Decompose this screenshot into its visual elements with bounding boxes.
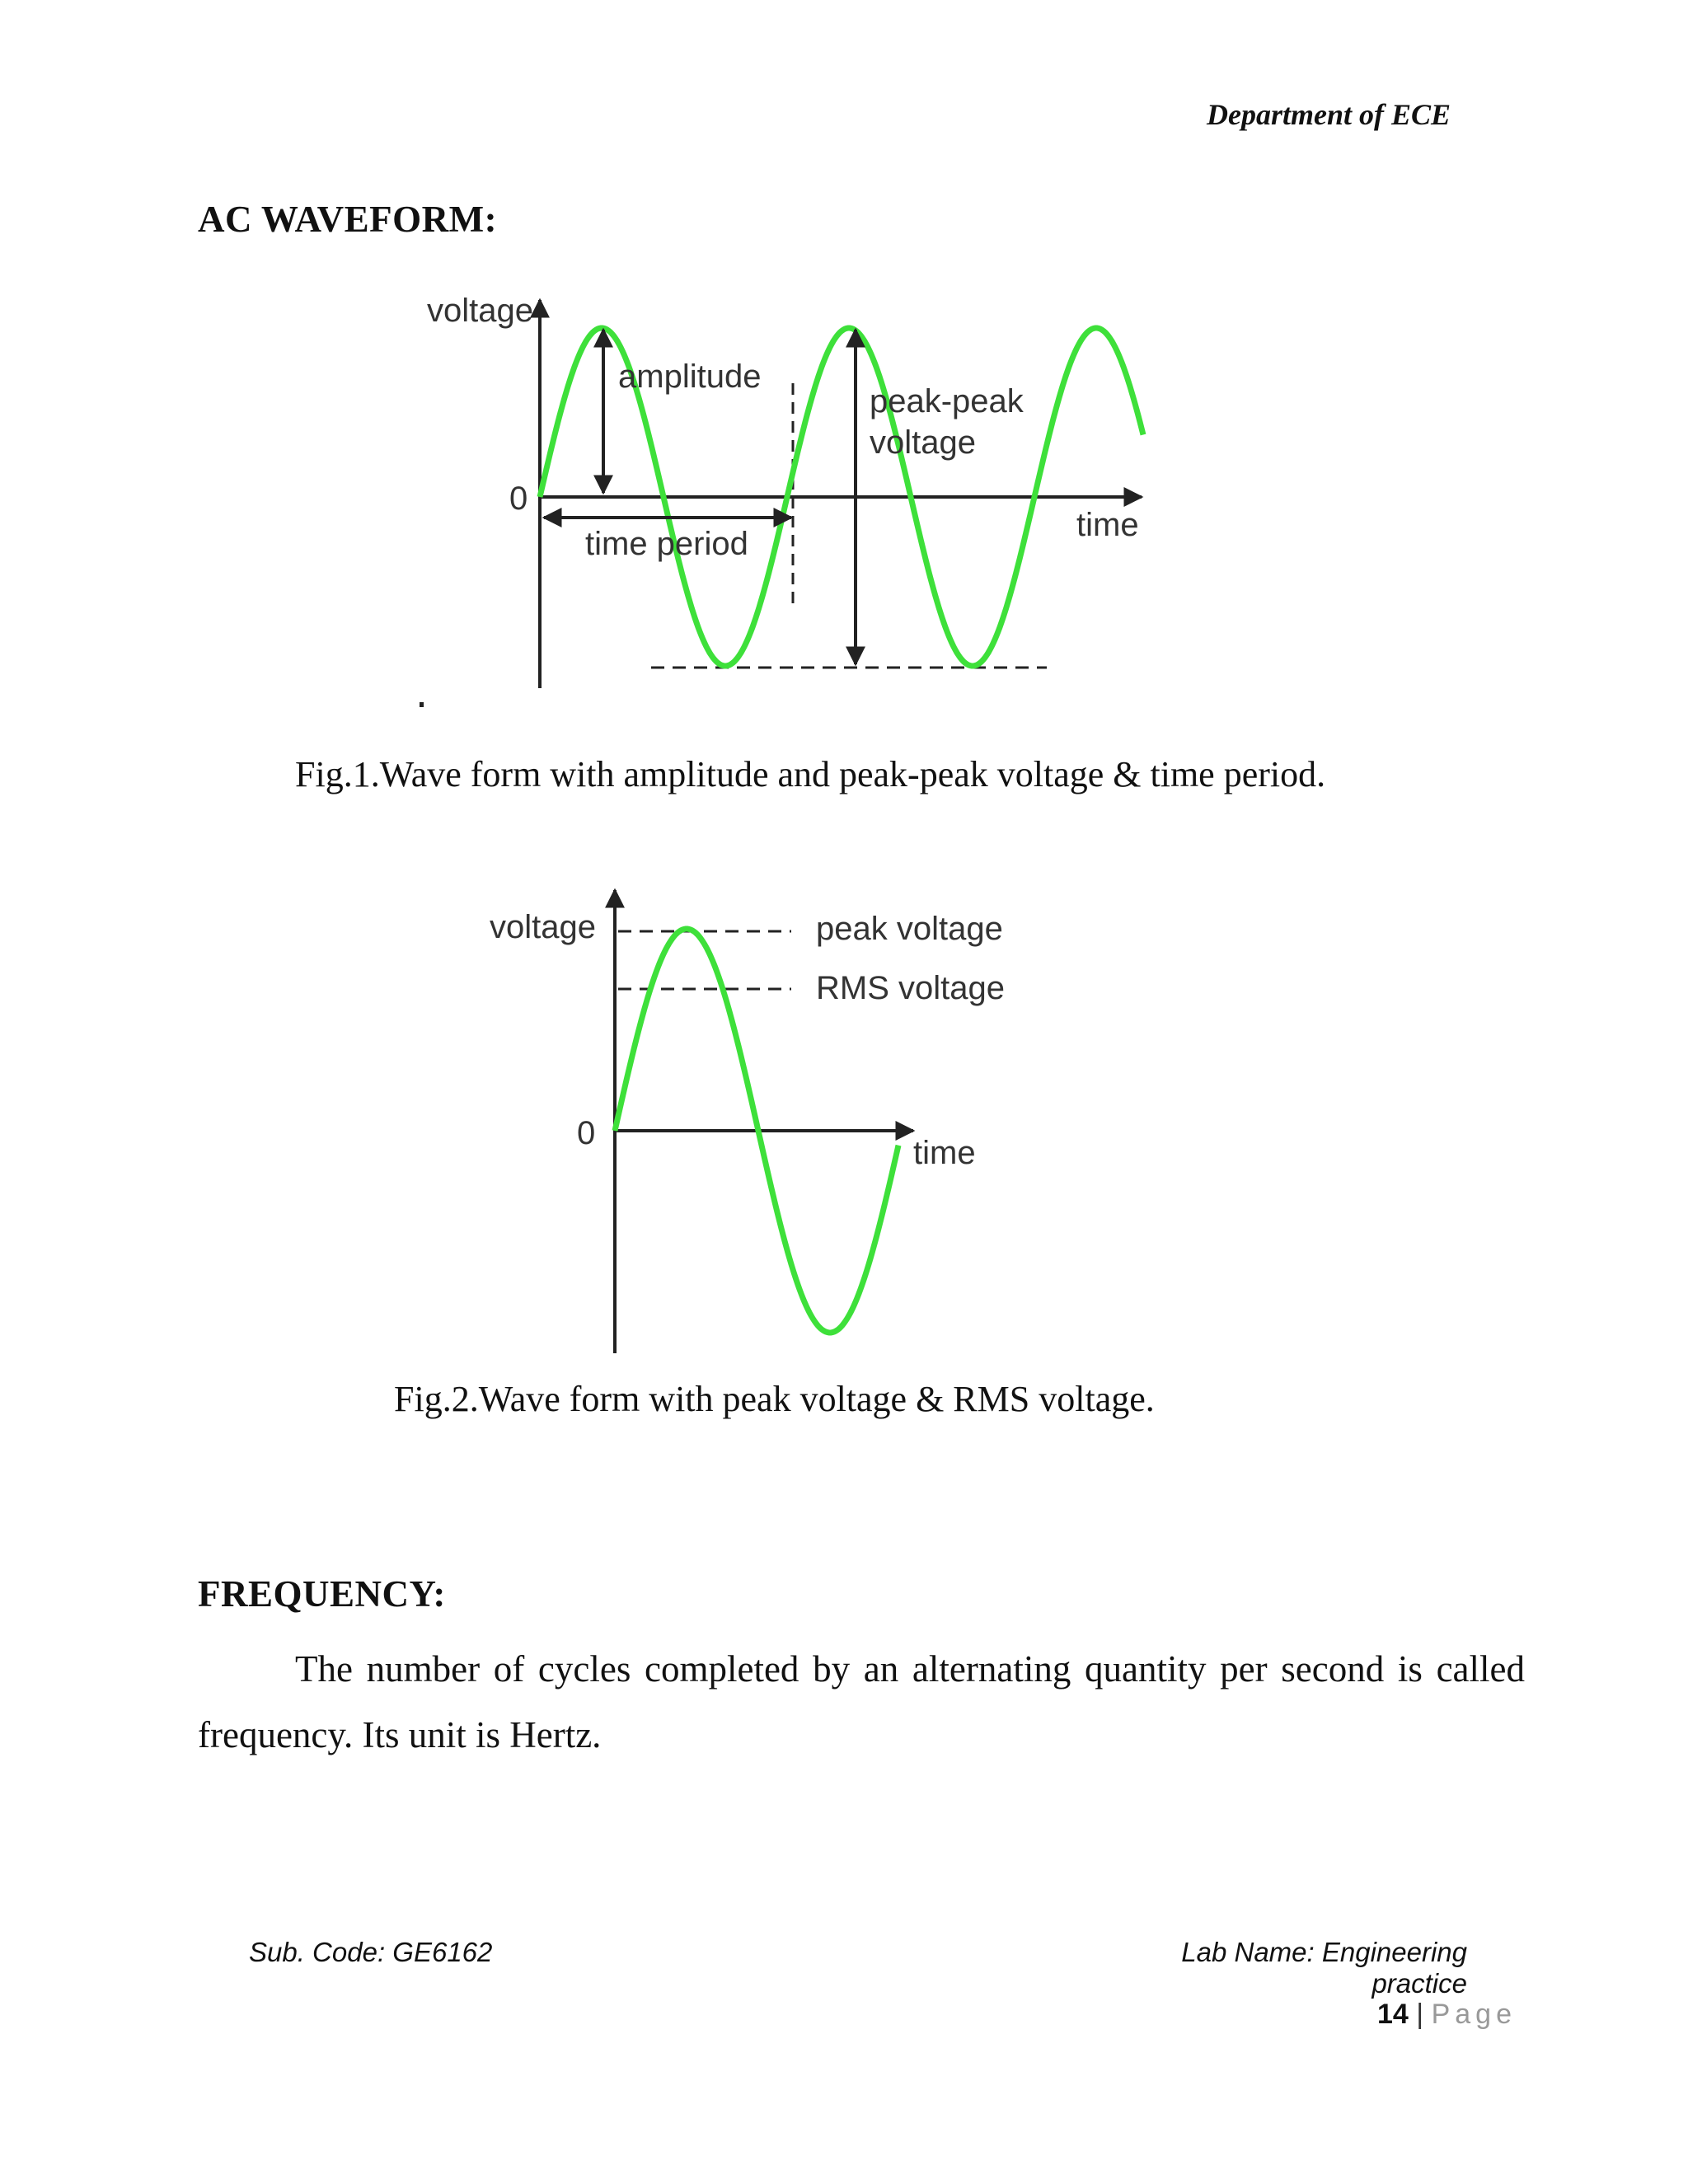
footer-sub-code: Sub. Code: GE6162 (249, 1937, 493, 1967)
fig2-rms-voltage-label: RMS voltage (816, 970, 1005, 1006)
figure-2-waveform (462, 874, 1088, 1368)
frequency-paragraph: The number of cycles completed by an alternating quantity per second is called frequency. Its unit is Hertz. (198, 1648, 1525, 1755)
frequency-heading: FREQUENCY: (198, 1573, 446, 1615)
fig1-x-axis-label: time (1076, 507, 1139, 543)
ac-waveform-heading: AC WAVEFORM: (198, 199, 498, 240)
fig2-zero-label: 0 (577, 1115, 596, 1151)
page-number-value: 14 (1377, 1999, 1409, 2030)
fig1-peak-peak-label-line1: peak-peak (870, 383, 1024, 419)
fig1-peak-peak-label-line2: voltage (870, 424, 976, 461)
fig2-x-axis-label: time (913, 1135, 976, 1171)
page-word: Page (1431, 1999, 1517, 2030)
figure-1-caption: Fig.1.Wave form with amplitude and peak-peak voltage & time period. (295, 754, 1326, 794)
footer-lab-name: Lab Name: Engineering practice (1181, 1937, 1467, 1999)
fig1-stray-dot (420, 702, 424, 707)
fig2-peak-voltage-label: peak voltage (816, 911, 1003, 947)
figure-1-waveform (379, 280, 1203, 725)
department-header: Department of ECE (1206, 98, 1451, 131)
fig1-y-axis-label: voltage (427, 293, 533, 329)
figure-2-caption: Fig.2.Wave form with peak voltage & RMS voltage. (394, 1379, 1155, 1419)
fig1-zero-label: 0 (509, 480, 528, 517)
fig1-time-period-label: time period (585, 526, 748, 562)
page-number-separator: | (1416, 1999, 1424, 2030)
fig1-amplitude-label: amplitude (618, 359, 762, 395)
fig2-y-axis-label: voltage (490, 909, 596, 945)
page-number (1286, 1999, 1517, 2031)
